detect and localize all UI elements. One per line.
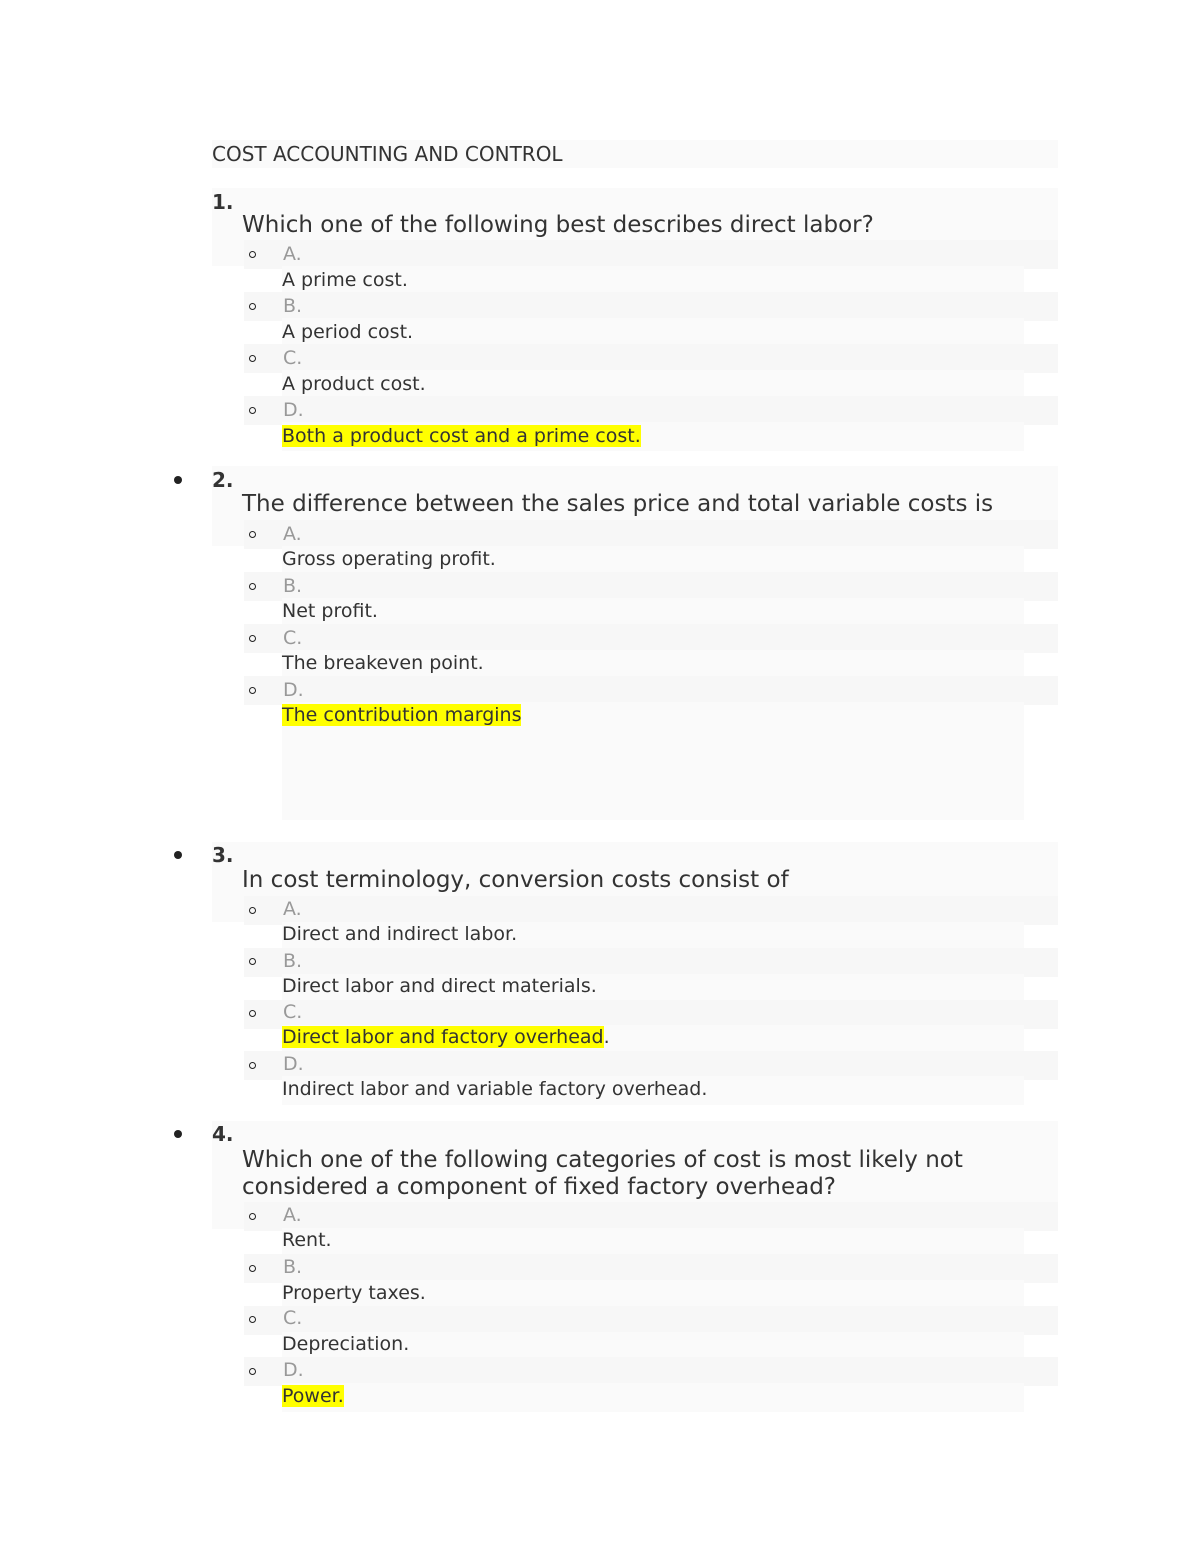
option-text-content: Depreciation.	[282, 1333, 410, 1355]
option-text-highlighted[interactable]	[282, 424, 641, 448]
option-band	[244, 520, 1058, 549]
option-letter: B.	[283, 295, 303, 317]
option-band	[244, 948, 1058, 977]
option-band	[244, 676, 1058, 705]
option-band	[244, 624, 1058, 653]
question-text: The difference between the sales price and total variable costs is	[242, 491, 994, 517]
option-letter: D.	[283, 1359, 304, 1381]
answer-band	[282, 1228, 1024, 1257]
highlighted-answer: Both a product cost and a prime cost.	[282, 425, 641, 447]
option-letter: A.	[283, 898, 302, 920]
option-band	[244, 572, 1058, 601]
option-text-highlighted[interactable]	[282, 703, 521, 727]
highlighted-answer: Power.	[282, 1385, 344, 1407]
option-text-content: A product cost.	[282, 373, 426, 395]
option-band	[244, 396, 1058, 425]
option-letter: C.	[283, 1001, 303, 1023]
hollow-circle-bullet-icon	[249, 1010, 256, 1017]
option-text-content: Net profit.	[282, 600, 378, 622]
option-text[interactable]	[282, 268, 408, 292]
hollow-circle-bullet-icon	[249, 355, 256, 362]
option-text[interactable]	[282, 599, 378, 623]
option-text-content: Property taxes.	[282, 1282, 426, 1304]
option-text-content: A prime cost.	[282, 269, 408, 291]
question-text: Which one of the following categories of cost is most likely not considered a component of fixed factory overhead?	[242, 1147, 963, 1200]
hollow-circle-bullet-icon	[249, 687, 256, 694]
hollow-circle-bullet-icon	[249, 958, 256, 965]
option-text-content: Direct labor and direct materials.	[282, 975, 597, 997]
filled-disc-bullet-icon	[174, 476, 182, 484]
option-text[interactable]	[282, 547, 496, 571]
option-letter: C.	[283, 1307, 303, 1329]
hollow-circle-bullet-icon	[249, 407, 256, 414]
option-text-content: Gross operating profit.	[282, 548, 496, 570]
option-letter: C.	[283, 627, 303, 649]
hollow-circle-bullet-icon	[249, 1368, 256, 1375]
hollow-circle-bullet-icon	[249, 907, 256, 914]
option-text-content: Indirect labor and variable factory overhead.	[282, 1078, 708, 1100]
hollow-circle-bullet-icon	[249, 635, 256, 642]
option-letter: D.	[283, 399, 304, 421]
option-text-content: A period cost.	[282, 321, 414, 343]
option-text-highlighted[interactable]	[282, 1384, 344, 1408]
hollow-circle-bullet-icon	[249, 583, 256, 590]
option-band	[244, 292, 1058, 321]
answer-band	[282, 598, 1024, 627]
option-letter: C.	[283, 347, 303, 369]
option-text-highlighted[interactable]	[282, 1025, 610, 1049]
option-text[interactable]	[282, 1077, 707, 1101]
answer-suffix: .	[603, 1026, 610, 1048]
option-band	[244, 1357, 1058, 1386]
hollow-circle-bullet-icon	[249, 1316, 256, 1323]
option-letter: D.	[283, 1053, 304, 1075]
option-letter: B.	[283, 950, 303, 972]
question-text: In cost terminology, conversion costs consist of	[242, 867, 789, 893]
document-title: COST ACCOUNTING AND CONTROL	[212, 140, 1058, 168]
option-letter: D.	[283, 679, 304, 701]
question-text: Which one of the following best describes direct labor?	[242, 212, 874, 238]
hollow-circle-bullet-icon	[249, 1265, 256, 1272]
option-text-content: Rent.	[282, 1229, 332, 1251]
hollow-circle-bullet-icon	[249, 303, 256, 310]
question-number: 4.	[212, 1122, 234, 1146]
filled-disc-bullet-icon	[174, 851, 182, 859]
hollow-circle-bullet-icon	[249, 531, 256, 538]
option-text[interactable]	[282, 651, 484, 675]
highlighted-answer: Direct labor and factory overhead	[282, 1026, 604, 1048]
question-number: 1.	[212, 190, 234, 214]
option-text[interactable]	[282, 974, 597, 998]
option-letter: A.	[283, 1204, 302, 1226]
option-text[interactable]	[282, 1332, 409, 1356]
option-text-content: The breakeven point.	[282, 652, 484, 674]
option-text[interactable]	[282, 1228, 332, 1252]
option-band	[244, 240, 1058, 269]
hollow-circle-bullet-icon	[249, 1213, 256, 1220]
highlighted-answer: The contribution margins	[282, 704, 522, 726]
option-letter: A.	[283, 243, 302, 265]
question-number: 2.	[212, 468, 234, 492]
option-band	[244, 1202, 1058, 1231]
option-band	[244, 896, 1058, 925]
option-text[interactable]	[282, 372, 426, 396]
option-band	[244, 1306, 1058, 1335]
filled-disc-bullet-icon	[174, 1130, 182, 1138]
option-text[interactable]	[282, 1281, 426, 1305]
hollow-circle-bullet-icon	[249, 251, 256, 258]
answer-band	[282, 1383, 1024, 1412]
option-text-content: Direct and indirect labor.	[282, 923, 518, 945]
option-text[interactable]	[282, 922, 517, 946]
option-band	[244, 344, 1058, 373]
option-letter: B.	[283, 575, 303, 597]
option-letter: B.	[283, 1256, 303, 1278]
option-band	[244, 1254, 1058, 1283]
question-number: 3.	[212, 843, 234, 867]
option-text[interactable]	[282, 320, 413, 344]
option-letter: A.	[283, 523, 302, 545]
hollow-circle-bullet-icon	[249, 1062, 256, 1069]
